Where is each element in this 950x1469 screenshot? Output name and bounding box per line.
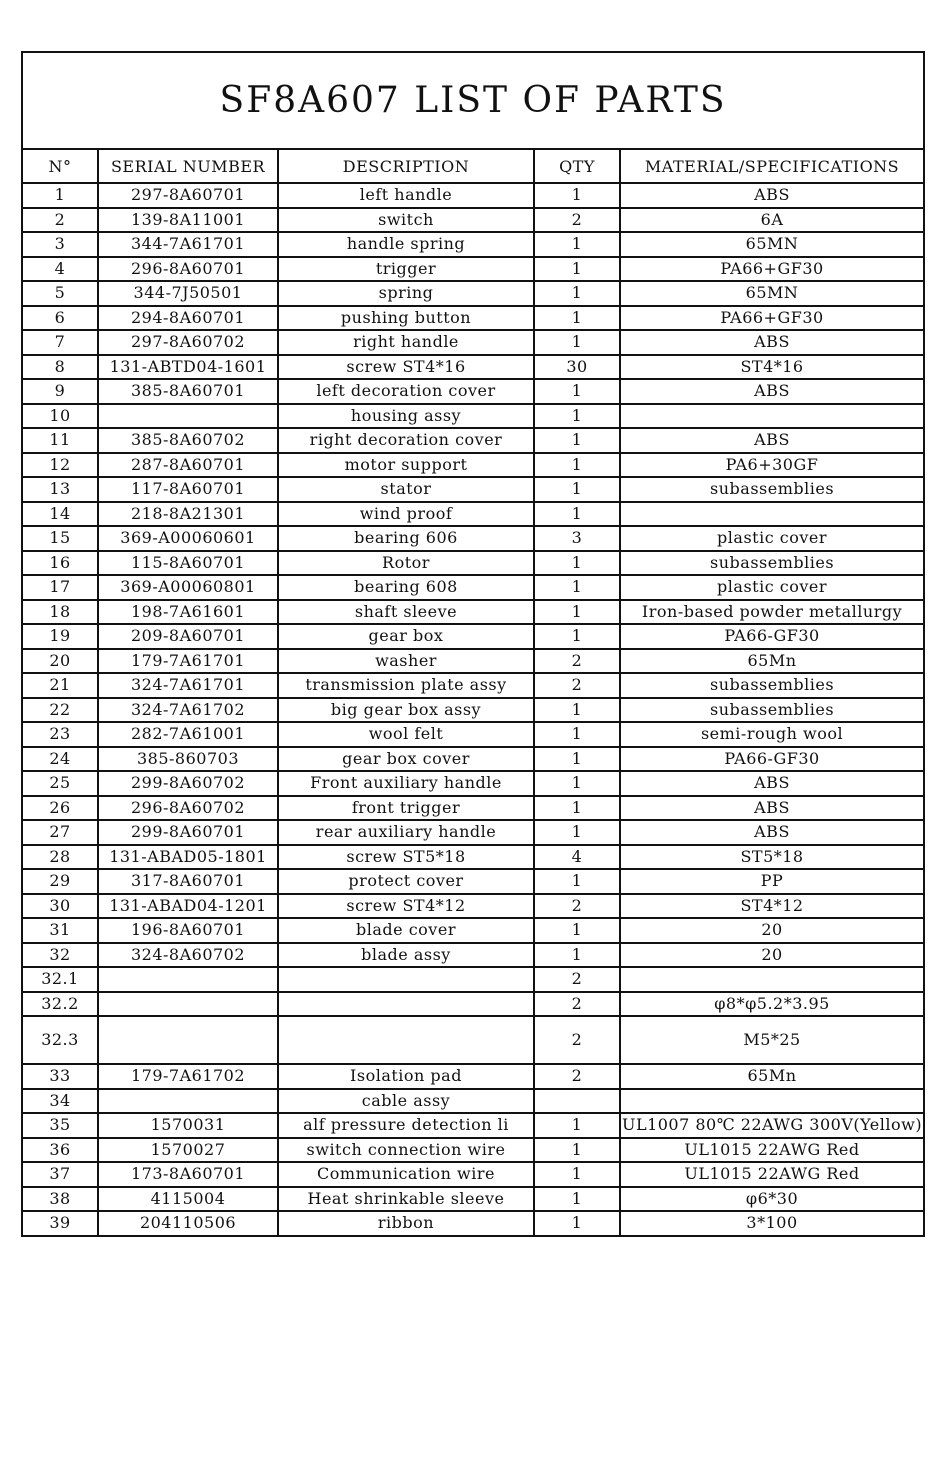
- column-header-serial: SERIAL NUMBER: [98, 149, 278, 183]
- cell-desc: screw ST5*18: [278, 845, 534, 870]
- cell-serial: 324-7A61701: [98, 673, 278, 698]
- cell-no: 31: [22, 918, 98, 943]
- cell-qty: 2: [534, 649, 620, 674]
- cell-desc: wool felt: [278, 722, 534, 747]
- cell-qty: 1: [534, 771, 620, 796]
- cell-no: 20: [22, 649, 98, 674]
- cell-qty: 1: [534, 1113, 620, 1138]
- cell-qty: 1: [534, 281, 620, 306]
- cell-desc: Front auxiliary handle: [278, 771, 534, 796]
- table-row: [22, 918, 924, 943]
- parts-table: [21, 51, 925, 1237]
- cell-material: PA66-GF30: [620, 624, 924, 649]
- cell-desc: bearing 608: [278, 575, 534, 600]
- cell-serial: 344-7A61701: [98, 232, 278, 257]
- cell-desc: housing assy: [278, 404, 534, 429]
- cell-qty: [534, 1089, 620, 1114]
- cell-no: 10: [22, 404, 98, 429]
- cell-qty: 1: [534, 869, 620, 894]
- cell-serial: 198-7A61601: [98, 600, 278, 625]
- cell-desc: trigger: [278, 257, 534, 282]
- table-row: [22, 992, 924, 1017]
- cell-serial: [98, 404, 278, 429]
- cell-qty: 2: [534, 1016, 620, 1064]
- table-row: [22, 1138, 924, 1163]
- table-row: [22, 453, 924, 478]
- parts-list-sheet: [21, 51, 923, 1237]
- cell-material: 65Mn: [620, 649, 924, 674]
- cell-serial: 299-8A60701: [98, 820, 278, 845]
- cell-no: 3: [22, 232, 98, 257]
- cell-serial: [98, 992, 278, 1017]
- cell-no: 8: [22, 355, 98, 380]
- cell-serial: 296-8A60701: [98, 257, 278, 282]
- cell-desc: screw ST4*16: [278, 355, 534, 380]
- cell-material: UL1015 22AWG Red: [620, 1162, 924, 1187]
- table-row: [22, 1113, 924, 1138]
- cell-qty: 2: [534, 992, 620, 1017]
- cell-material: 6A: [620, 208, 924, 233]
- cell-no: 2: [22, 208, 98, 233]
- cell-serial: 1570027: [98, 1138, 278, 1163]
- cell-no: 21: [22, 673, 98, 698]
- cell-material: ST4*12: [620, 894, 924, 919]
- cell-no: 35: [22, 1113, 98, 1138]
- table-row: [22, 894, 924, 919]
- cell-no: 32: [22, 943, 98, 968]
- table-row: [22, 281, 924, 306]
- cell-desc: right decoration cover: [278, 428, 534, 453]
- cell-qty: 30: [534, 355, 620, 380]
- cell-serial: [98, 1089, 278, 1114]
- column-header-no: N°: [22, 149, 98, 183]
- table-row: [22, 1016, 924, 1064]
- table-row: [22, 796, 924, 821]
- cell-no: 5: [22, 281, 98, 306]
- table-row: [22, 551, 924, 576]
- cell-material: ABS: [620, 428, 924, 453]
- cell-desc: left decoration cover: [278, 379, 534, 404]
- cell-no: 16: [22, 551, 98, 576]
- cell-serial: 117-8A60701: [98, 477, 278, 502]
- page-title: SF8A607 LIST OF PARTS: [22, 52, 924, 149]
- cell-qty: 1: [534, 551, 620, 576]
- cell-material: φ6*30: [620, 1187, 924, 1212]
- cell-material: ST4*16: [620, 355, 924, 380]
- table-row: [22, 943, 924, 968]
- cell-qty: 1: [534, 600, 620, 625]
- cell-desc: cable assy: [278, 1089, 534, 1114]
- cell-serial: 4115004: [98, 1187, 278, 1212]
- table-row: [22, 698, 924, 723]
- cell-desc: blade cover: [278, 918, 534, 943]
- cell-material: 65Mn: [620, 1064, 924, 1089]
- cell-qty: 1: [534, 502, 620, 527]
- cell-qty: 1: [534, 796, 620, 821]
- cell-desc: Heat shrinkable sleeve: [278, 1187, 534, 1212]
- cell-material: ABS: [620, 796, 924, 821]
- table-row: [22, 526, 924, 551]
- cell-material: 65MN: [620, 232, 924, 257]
- cell-serial: [98, 1016, 278, 1064]
- cell-qty: 1: [534, 698, 620, 723]
- cell-qty: 1: [534, 477, 620, 502]
- cell-serial: 317-8A60701: [98, 869, 278, 894]
- cell-serial: 139-8A11001: [98, 208, 278, 233]
- cell-material: PA6+30GF: [620, 453, 924, 478]
- parts-table-body: [22, 183, 924, 1236]
- cell-no: 15: [22, 526, 98, 551]
- cell-no: 39: [22, 1211, 98, 1236]
- cell-no: 26: [22, 796, 98, 821]
- cell-qty: 2: [534, 673, 620, 698]
- cell-no: 32.1: [22, 967, 98, 992]
- cell-serial: 385-8A60702: [98, 428, 278, 453]
- cell-serial: 324-8A60702: [98, 943, 278, 968]
- cell-qty: 4: [534, 845, 620, 870]
- cell-material: M5*25: [620, 1016, 924, 1064]
- cell-no: 30: [22, 894, 98, 919]
- table-row: [22, 575, 924, 600]
- cell-serial: 299-8A60702: [98, 771, 278, 796]
- cell-no: 24: [22, 747, 98, 772]
- table-row: [22, 1187, 924, 1212]
- cell-desc: wind proof: [278, 502, 534, 527]
- cell-no: 29: [22, 869, 98, 894]
- cell-serial: 131-ABAD04-1201: [98, 894, 278, 919]
- cell-material: subassemblies: [620, 477, 924, 502]
- cell-qty: 1: [534, 232, 620, 257]
- cell-desc: Rotor: [278, 551, 534, 576]
- cell-no: 1: [22, 183, 98, 208]
- table-row: [22, 404, 924, 429]
- cell-no: 14: [22, 502, 98, 527]
- table-row: [22, 771, 924, 796]
- cell-no: 23: [22, 722, 98, 747]
- cell-serial: 297-8A60702: [98, 330, 278, 355]
- cell-desc: alf pressure detection li: [278, 1113, 534, 1138]
- cell-material: ABS: [620, 379, 924, 404]
- cell-desc: gear box cover: [278, 747, 534, 772]
- cell-material: [620, 404, 924, 429]
- cell-desc: big gear box assy: [278, 698, 534, 723]
- cell-material: [620, 502, 924, 527]
- cell-material: PA66+GF30: [620, 306, 924, 331]
- table-row: [22, 1162, 924, 1187]
- cell-material: UL1015 22AWG Red: [620, 1138, 924, 1163]
- cell-qty: 1: [534, 428, 620, 453]
- cell-no: 7: [22, 330, 98, 355]
- cell-desc: transmission plate assy: [278, 673, 534, 698]
- cell-desc: left handle: [278, 183, 534, 208]
- column-header-description: DESCRIPTION: [278, 149, 534, 183]
- cell-serial: 173-8A60701: [98, 1162, 278, 1187]
- cell-qty: 2: [534, 1064, 620, 1089]
- cell-serial: 1570031: [98, 1113, 278, 1138]
- cell-qty: 1: [534, 183, 620, 208]
- cell-desc: Isolation pad: [278, 1064, 534, 1089]
- cell-desc: bearing 606: [278, 526, 534, 551]
- cell-material: ABS: [620, 771, 924, 796]
- cell-serial: 385-860703: [98, 747, 278, 772]
- cell-no: 36: [22, 1138, 98, 1163]
- cell-desc: pushing button: [278, 306, 534, 331]
- column-header-material: MATERIAL/SPECIFICATIONS: [620, 149, 924, 183]
- cell-no: 11: [22, 428, 98, 453]
- cell-material: [620, 1089, 924, 1114]
- cell-desc: handle spring: [278, 232, 534, 257]
- cell-desc: washer: [278, 649, 534, 674]
- table-row: [22, 1064, 924, 1089]
- cell-qty: 2: [534, 894, 620, 919]
- cell-qty: 1: [534, 306, 620, 331]
- cell-desc: gear box: [278, 624, 534, 649]
- cell-desc: right handle: [278, 330, 534, 355]
- cell-serial: 196-8A60701: [98, 918, 278, 943]
- cell-qty: 1: [534, 722, 620, 747]
- cell-no: 19: [22, 624, 98, 649]
- cell-qty: 1: [534, 330, 620, 355]
- table-row: [22, 747, 924, 772]
- cell-serial: 344-7J50501: [98, 281, 278, 306]
- column-header-qty: QTY: [534, 149, 620, 183]
- cell-desc: screw ST4*12: [278, 894, 534, 919]
- cell-serial: 115-8A60701: [98, 551, 278, 576]
- table-row: [22, 649, 924, 674]
- cell-serial: 179-7A61702: [98, 1064, 278, 1089]
- cell-qty: 3: [534, 526, 620, 551]
- cell-serial: 131-ABTD04-1601: [98, 355, 278, 380]
- table-row: [22, 477, 924, 502]
- cell-material: semi-rough wool: [620, 722, 924, 747]
- cell-qty: 1: [534, 624, 620, 649]
- cell-desc: blade assy: [278, 943, 534, 968]
- cell-no: 25: [22, 771, 98, 796]
- cell-no: 32.3: [22, 1016, 98, 1064]
- cell-serial: 131-ABAD05-1801: [98, 845, 278, 870]
- cell-desc: [278, 1016, 534, 1064]
- cell-desc: [278, 992, 534, 1017]
- cell-material: plastic cover: [620, 526, 924, 551]
- table-row: [22, 1089, 924, 1114]
- cell-no: 17: [22, 575, 98, 600]
- cell-no: 28: [22, 845, 98, 870]
- table-row: [22, 722, 924, 747]
- cell-qty: 2: [534, 967, 620, 992]
- cell-material: plastic cover: [620, 575, 924, 600]
- cell-material: 20: [620, 943, 924, 968]
- table-row: [22, 869, 924, 894]
- cell-desc: stator: [278, 477, 534, 502]
- table-row: [22, 820, 924, 845]
- cell-no: 13: [22, 477, 98, 502]
- cell-qty: 1: [534, 453, 620, 478]
- table-row: [22, 428, 924, 453]
- cell-material: 3*100: [620, 1211, 924, 1236]
- cell-material: UL1007 80℃ 22AWG 300V(Yellow): [620, 1113, 924, 1138]
- cell-material: PP: [620, 869, 924, 894]
- cell-no: 37: [22, 1162, 98, 1187]
- cell-desc: switch connection wire: [278, 1138, 534, 1163]
- cell-no: 33: [22, 1064, 98, 1089]
- cell-no: 34: [22, 1089, 98, 1114]
- cell-serial: 204110506: [98, 1211, 278, 1236]
- table-row: [22, 257, 924, 282]
- cell-material: Iron-based powder metallurgy: [620, 600, 924, 625]
- cell-desc: rear auxiliary handle: [278, 820, 534, 845]
- table-row: [22, 845, 924, 870]
- cell-material: ST5*18: [620, 845, 924, 870]
- cell-qty: 1: [534, 747, 620, 772]
- cell-desc: shaft sleeve: [278, 600, 534, 625]
- table-row: [22, 624, 924, 649]
- cell-material: ABS: [620, 330, 924, 355]
- cell-desc: motor support: [278, 453, 534, 478]
- cell-desc: [278, 967, 534, 992]
- table-row: [22, 232, 924, 257]
- cell-no: 18: [22, 600, 98, 625]
- column-header-row: [22, 149, 924, 183]
- cell-material: PA66-GF30: [620, 747, 924, 772]
- cell-desc: spring: [278, 281, 534, 306]
- cell-qty: 1: [534, 379, 620, 404]
- cell-material: [620, 967, 924, 992]
- cell-qty: 1: [534, 820, 620, 845]
- cell-desc: switch: [278, 208, 534, 233]
- cell-material: φ8*φ5.2*3.95: [620, 992, 924, 1017]
- cell-material: subassemblies: [620, 673, 924, 698]
- cell-qty: 1: [534, 1211, 620, 1236]
- cell-qty: 1: [534, 918, 620, 943]
- cell-serial: 294-8A60701: [98, 306, 278, 331]
- table-row: [22, 208, 924, 233]
- cell-serial: 369-A00060801: [98, 575, 278, 600]
- cell-qty: 1: [534, 257, 620, 282]
- cell-serial: [98, 967, 278, 992]
- cell-material: subassemblies: [620, 551, 924, 576]
- cell-material: 20: [620, 918, 924, 943]
- cell-material: ABS: [620, 183, 924, 208]
- table-row: [22, 600, 924, 625]
- cell-material: subassemblies: [620, 698, 924, 723]
- cell-material: PA66+GF30: [620, 257, 924, 282]
- cell-no: 32.2: [22, 992, 98, 1017]
- table-row: [22, 306, 924, 331]
- cell-qty: 1: [534, 575, 620, 600]
- cell-qty: 1: [534, 404, 620, 429]
- cell-desc: ribbon: [278, 1211, 534, 1236]
- cell-no: 6: [22, 306, 98, 331]
- cell-qty: 1: [534, 943, 620, 968]
- cell-desc: front trigger: [278, 796, 534, 821]
- cell-no: 22: [22, 698, 98, 723]
- table-row: [22, 967, 924, 992]
- cell-no: 27: [22, 820, 98, 845]
- cell-serial: 385-8A60701: [98, 379, 278, 404]
- cell-desc: Communication wire: [278, 1162, 534, 1187]
- cell-no: 12: [22, 453, 98, 478]
- cell-no: 38: [22, 1187, 98, 1212]
- cell-serial: 297-8A60701: [98, 183, 278, 208]
- cell-serial: 296-8A60702: [98, 796, 278, 821]
- cell-no: 9: [22, 379, 98, 404]
- table-row: [22, 1211, 924, 1236]
- table-row: [22, 183, 924, 208]
- table-row: [22, 673, 924, 698]
- cell-serial: 179-7A61701: [98, 649, 278, 674]
- cell-qty: 1: [534, 1162, 620, 1187]
- cell-serial: 369-A00060601: [98, 526, 278, 551]
- table-row: [22, 502, 924, 527]
- cell-desc: protect cover: [278, 869, 534, 894]
- cell-serial: 282-7A61001: [98, 722, 278, 747]
- cell-serial: 324-7A61702: [98, 698, 278, 723]
- cell-serial: 218-8A21301: [98, 502, 278, 527]
- cell-material: ABS: [620, 820, 924, 845]
- table-row: [22, 355, 924, 380]
- cell-serial: 209-8A60701: [98, 624, 278, 649]
- cell-serial: 287-8A60701: [98, 453, 278, 478]
- table-row: [22, 379, 924, 404]
- cell-qty: 2: [534, 208, 620, 233]
- cell-no: 4: [22, 257, 98, 282]
- cell-material: 65MN: [620, 281, 924, 306]
- table-row: [22, 330, 924, 355]
- cell-qty: 1: [534, 1138, 620, 1163]
- cell-qty: 1: [534, 1187, 620, 1212]
